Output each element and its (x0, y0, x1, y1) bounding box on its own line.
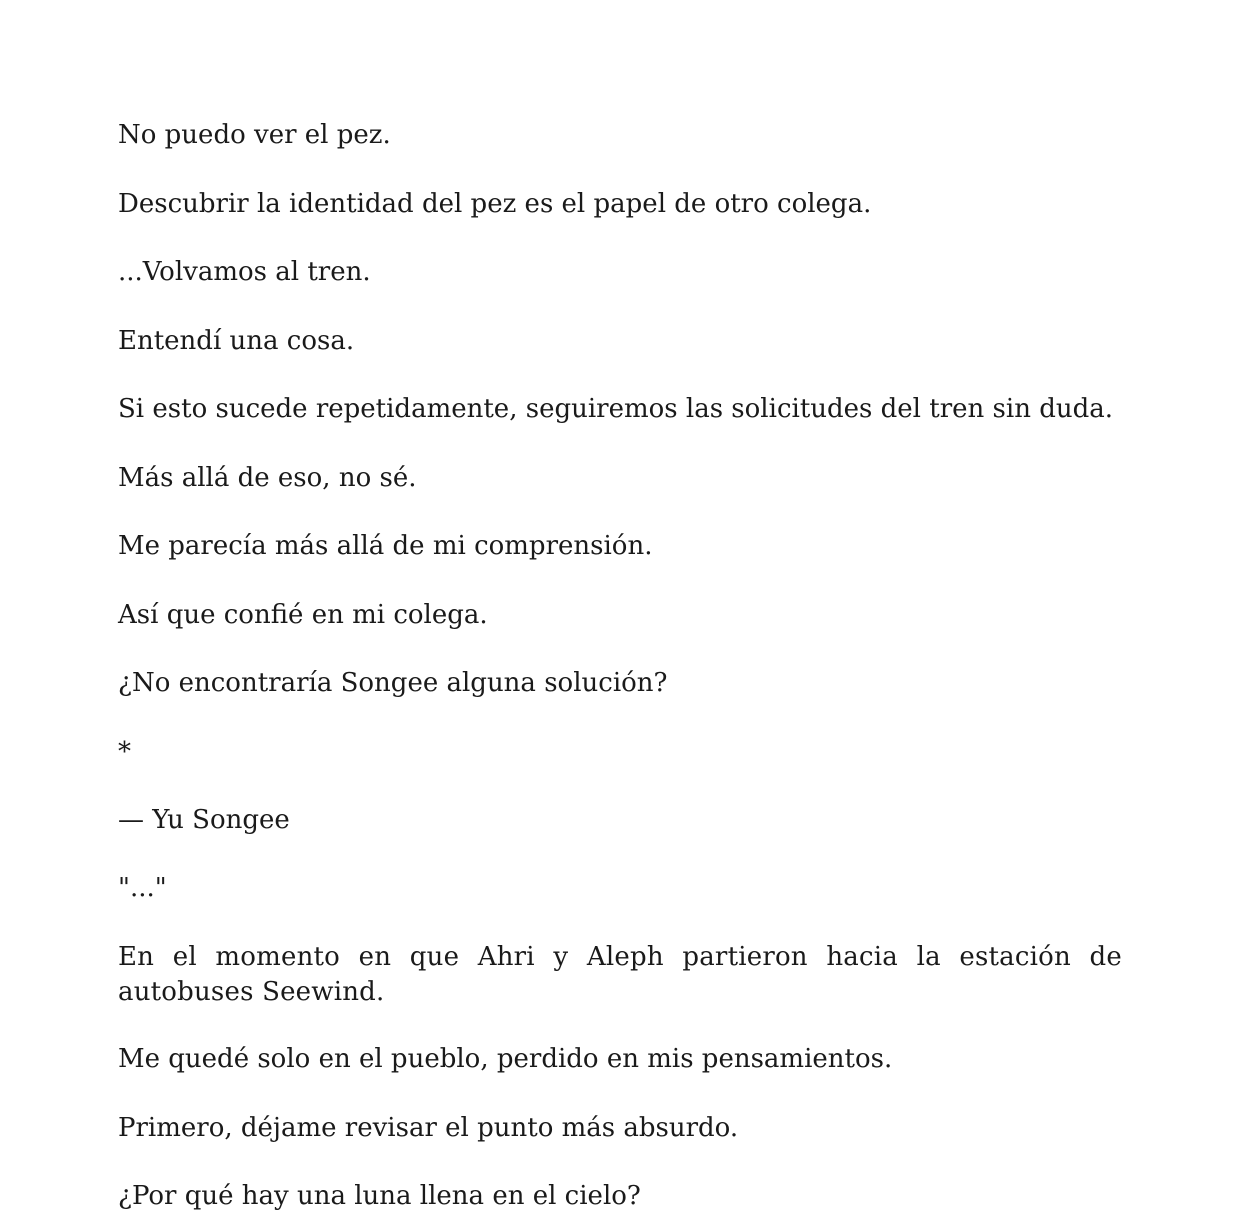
paragraph: Descubrir la identidad del pez es el papel de otro colega. (118, 189, 872, 219)
chapter-heading: — Yu Songee (118, 805, 290, 835)
paragraph: ¿No encontraría Songee alguna solución? (118, 668, 668, 698)
paragraph: Me parecía más allá de mi comprensión. (118, 531, 653, 561)
paragraph: En el momento en que Ahri y Aleph partieron hacia la estación de autobuses Seewind. (118, 942, 1122, 1007)
paragraph: ¿Por qué hay una luna llena en el cielo? (118, 1181, 641, 1211)
paragraph: Entendí una cosa. (118, 326, 355, 356)
paragraph: Si esto sucede repetidamente, seguiremos las solicitudes del tren sin duda. (118, 394, 1113, 424)
paragraph: Me quedé solo en el pueblo, perdido en mis pensamientos. (118, 1044, 893, 1074)
dialogue-line: "..." (118, 873, 167, 903)
paragraph: Primero, déjame revisar el punto más absurdo. (118, 1113, 739, 1143)
section-separator: * (118, 737, 131, 767)
paragraph: ...Volvamos al tren. (118, 257, 371, 287)
paragraph: Más allá de eso, no sé. (118, 463, 417, 493)
paragraph: Así que confié en mi colega. (118, 600, 488, 630)
paragraph: No puedo ver el pez. (118, 120, 391, 150)
